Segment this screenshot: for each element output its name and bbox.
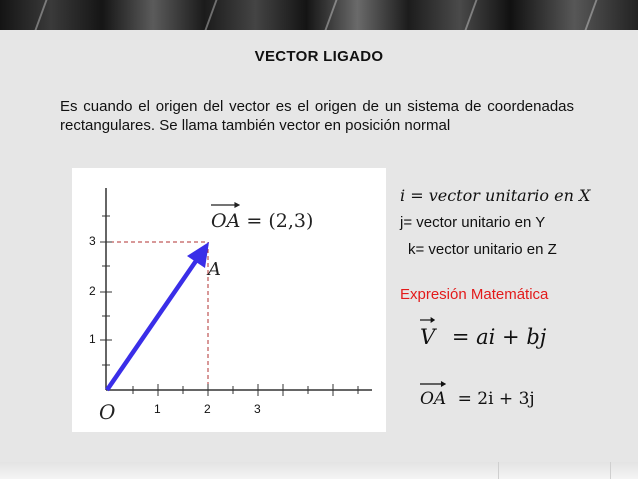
example-formula-rhs: = 2i + 3j — [457, 389, 535, 409]
definition-i: i = vector unitario en X — [400, 186, 591, 205]
example-formula — [420, 389, 535, 409]
vector-graph — [72, 168, 386, 432]
example-formula-lhs: OA — [420, 389, 447, 409]
x-tick-label-1: 1 — [154, 402, 161, 416]
vector-arrowhead — [187, 242, 209, 268]
expression-heading: Expresión Matemática — [400, 286, 549, 303]
x-tick-label-2: 2 — [204, 402, 211, 416]
slide-description: Es cuando el origen del vector es el origen de un sistema de coordenadas rectangulares. Se llama también vector en posición normal — [60, 98, 574, 134]
y-tick-label-2: 2 — [89, 284, 96, 298]
origin-label: O — [99, 400, 116, 424]
definition-j: j= vector unitario en Y — [400, 214, 546, 231]
definition-k: k= vector unitario en Z — [408, 241, 557, 258]
vector-oa — [107, 258, 198, 390]
x-tick-label-3: 3 — [254, 402, 261, 416]
general-formula-lhs: V — [420, 325, 436, 349]
decorative-banner — [0, 0, 638, 30]
bottom-band — [0, 462, 638, 479]
slide-title: VECTOR LIGADO — [254, 48, 384, 65]
vector-equation-name: OA — [211, 210, 241, 232]
general-formula-rhs: = ai + bj — [451, 325, 547, 349]
y-tick-label-3: 3 — [89, 234, 96, 248]
vector-equation-value: = (2,3) — [246, 210, 314, 232]
vector-equation — [211, 210, 313, 232]
general-formula — [420, 325, 546, 349]
point-label: A — [208, 259, 221, 280]
y-tick-label-1: 1 — [89, 332, 96, 346]
